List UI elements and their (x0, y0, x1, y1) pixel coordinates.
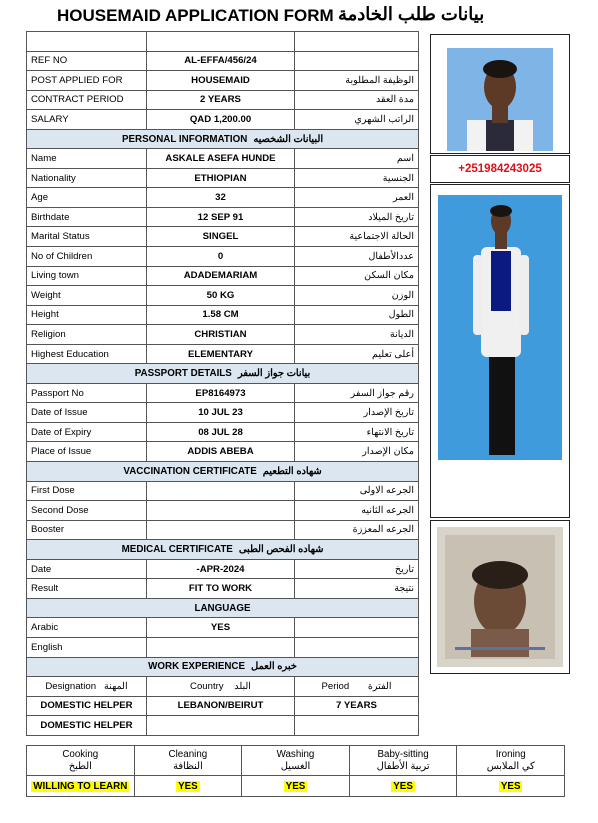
expiry-date-label: Date of Expiry (27, 422, 147, 442)
expiry-date-value: 08 JUL 28 (147, 422, 295, 442)
top-spacer-2 (147, 32, 295, 52)
education-ar: أعلى تعليم (295, 344, 419, 364)
medical-result-label: Result (27, 579, 147, 599)
weight-value: 50 KG (147, 286, 295, 306)
medical-result-ar: نتيجة (295, 579, 419, 599)
exp-period-1: 7 YEARS (295, 696, 419, 716)
passport-no-ar: رقم جواز السفر (295, 383, 419, 403)
weight-ar: الوزن (295, 286, 419, 306)
issue-date-value: 10 JUL 23 (147, 403, 295, 423)
weight-label: Weight (27, 286, 147, 306)
post-value: HOUSEMAID (147, 71, 295, 91)
living-town-label: Living town (27, 266, 147, 286)
religion-label: Religion (27, 325, 147, 345)
contract-label: CONTRACT PERIOD (27, 90, 147, 110)
age-ar: العمر (295, 188, 419, 208)
children-ar: عددالأطفال (295, 247, 419, 267)
top-spacer-3 (295, 32, 419, 52)
skill-cleaning-header: Cleaning النظافة (134, 746, 242, 776)
exp-designation-2: DOMESTIC HELPER (27, 716, 147, 736)
medical-date-label: Date (27, 559, 147, 579)
second-dose-label: Second Dose (27, 501, 147, 521)
second-dose-ar: الجرعه الثانيه (295, 501, 419, 521)
issue-place-ar: مكان الإصدار (295, 442, 419, 462)
skill-ironing-value: YES (457, 776, 565, 797)
salary-label: SALARY (27, 110, 147, 130)
age-value: 32 (147, 188, 295, 208)
phone-number: +251984243025 (430, 155, 570, 183)
skill-cleaning-value: YES (134, 776, 242, 797)
skill-cooking-value: WILLING TO LEARN (27, 776, 135, 797)
personal-info-header: PERSONAL INFORMATION البيانات الشخصيه (27, 129, 419, 149)
contract-value: 2 YEARS (147, 90, 295, 110)
medical-date-value: -APR-2024 (147, 559, 295, 579)
nationality-value: ETHIOPIAN (147, 168, 295, 188)
first-dose-value (147, 481, 295, 501)
skills-table (26, 745, 565, 797)
issue-date-label: Date of Issue (27, 403, 147, 423)
marital-value: SINGEL (147, 227, 295, 247)
arabic-label: Arabic (27, 618, 147, 638)
ref-ar (295, 51, 419, 71)
ref-label: REF NO (27, 51, 147, 71)
marital-label: Marital Status (27, 227, 147, 247)
booster-label: Booster (27, 520, 147, 540)
height-label: Height (27, 305, 147, 325)
issue-place-value: ADDIS ABEBA (147, 442, 295, 462)
medical-header: MEDICAL CERTIFICATE شهاده الفحص الطبى (27, 540, 419, 560)
top-spacer-1 (27, 32, 147, 52)
issue-place-label: Place of Issue (27, 442, 147, 462)
full-length-photo (430, 184, 570, 518)
birthdate-ar: تاريخ الميلاد (295, 207, 419, 227)
vaccination-header: VACCINATION CERTIFICATE شهاده التطعيم (27, 462, 419, 482)
skill-babysitting-header: Baby-sitting تربية الأطفال (349, 746, 457, 776)
name-value: ASKALE ASEFA HUNDE (147, 149, 295, 169)
religion-value: CHRISTIAN (147, 325, 295, 345)
name-label: Name (27, 149, 147, 169)
living-town-value: ADADEMARIAM (147, 266, 295, 286)
period-col-header: Period الفترة (295, 677, 419, 697)
arabic-ar (295, 618, 419, 638)
name-ar: اسم (295, 149, 419, 169)
exp-designation-1: DOMESTIC HELPER (27, 696, 147, 716)
nationality-ar: الجنسية (295, 168, 419, 188)
children-label: No of Children (27, 247, 147, 267)
ref-value: AL-EFFA/456/24 (147, 51, 295, 71)
salary-value: QAD 1,200.00 (147, 110, 295, 130)
exp-country-1: LEBANON/BEIRUT (147, 696, 295, 716)
education-value: ELEMENTARY (147, 344, 295, 364)
medical-result-value: FIT TO WORK (147, 579, 295, 599)
nationality-label: Nationality (27, 168, 147, 188)
skill-ironing-header: Ironing كي الملابس (457, 746, 565, 776)
first-dose-label: First Dose (27, 481, 147, 501)
education-label: Highest Education (27, 344, 147, 364)
form-title: HOUSEMAID APPLICATION FORM (57, 6, 334, 25)
height-value: 1.58 CM (147, 305, 295, 325)
english-ar (295, 637, 419, 657)
passport-scan-photo (430, 520, 570, 674)
age-label: Age (27, 188, 147, 208)
english-value (147, 637, 295, 657)
second-dose-value (147, 501, 295, 521)
birthdate-label: Birthdate (27, 207, 147, 227)
booster-ar: الجرعه المعززة (295, 520, 419, 540)
skill-cooking-header: Cooking الطبخ (27, 746, 135, 776)
full-length-photo-image (431, 185, 569, 517)
post-ar: الوظيفة المطلوبة (295, 71, 419, 91)
skill-washing-value: YES (242, 776, 350, 797)
work-experience-header: WORK EXPERIENCE خبره العمل (27, 657, 419, 677)
medical-date-ar: تاريخ (295, 559, 419, 579)
language-header: LANGUAGE (27, 598, 419, 618)
form-title-arabic: بيانات طلب الخادمة (338, 4, 485, 24)
skill-washing-header: Washing الغسيل (242, 746, 350, 776)
issue-date-ar: تاريخ الإصدار (295, 403, 419, 423)
skill-babysitting-value: YES (349, 776, 457, 797)
contract-ar: مدة العقد (295, 90, 419, 110)
arabic-value: YES (147, 618, 295, 638)
english-label: English (27, 637, 147, 657)
passport-header: PASSPORT DETAILS بيانات جواز السفر (27, 364, 419, 384)
passport-no-value: EP8164973 (147, 383, 295, 403)
height-ar: الطول (295, 305, 419, 325)
marital-ar: الحالة الاجتماعية (295, 227, 419, 247)
portrait-photo (430, 34, 570, 154)
country-col-header: Country البلد (147, 677, 295, 697)
portrait-photo-image (431, 35, 569, 153)
booster-value (147, 520, 295, 540)
salary-ar: الراتب الشهري (295, 110, 419, 130)
application-table (26, 31, 419, 736)
post-label: POST APPLIED FOR (27, 71, 147, 91)
children-value: 0 (147, 247, 295, 267)
designation-col-header: Designation المهنة (27, 677, 147, 697)
first-dose-ar: الجرعه الاولى (295, 481, 419, 501)
passport-no-label: Passport No (27, 383, 147, 403)
religion-ar: الديانة (295, 325, 419, 345)
exp-period-2 (295, 716, 419, 736)
birthdate-value: 12 SEP 91 (147, 207, 295, 227)
living-town-ar: مكان السكن (295, 266, 419, 286)
expiry-date-ar: تاريخ الانتهاء (295, 422, 419, 442)
exp-country-2 (147, 716, 295, 736)
passport-scan-image (431, 521, 569, 673)
